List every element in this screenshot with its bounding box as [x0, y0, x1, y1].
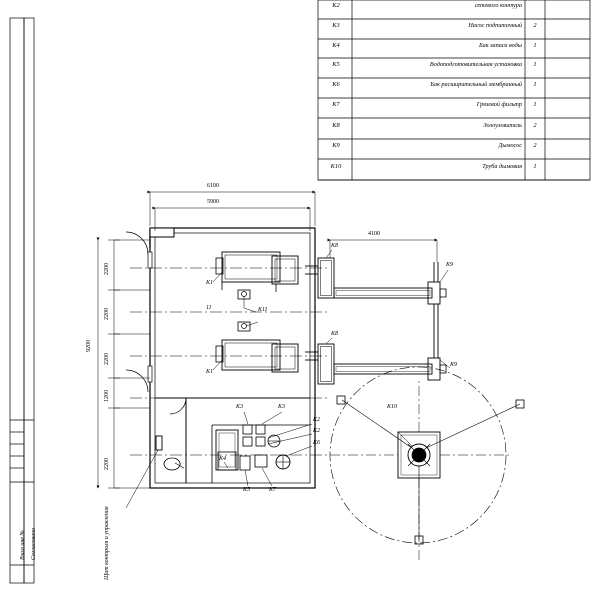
table-cell-pos: K6 — [332, 81, 340, 88]
table-cell-name: Насос подпиточный — [468, 22, 522, 29]
callout-fan-top: K9 — [446, 262, 454, 268]
table-cell-name: Бак расширительный мембранный — [430, 81, 522, 88]
callout-pump-left: K3 — [236, 404, 244, 410]
table-cell-qty: 2 — [533, 142, 537, 149]
table-cell-name: Труба дымовая — [482, 163, 522, 170]
dim-seg-3: 2200 — [104, 353, 110, 365]
callout-ash-bottom: K8 — [331, 331, 339, 337]
table-cell-qty: 1 — [533, 101, 537, 108]
callout-k2b: K2 — [313, 428, 321, 434]
callout-boiler-2: K1 — [206, 369, 214, 375]
table-cell-pos: K5 — [332, 61, 340, 68]
dim-seg-4: 1200 — [104, 390, 110, 402]
dim-seg-2: 2200 — [104, 308, 110, 320]
table-cell-qty: 1 — [533, 163, 537, 170]
table-cell-pos: K3 — [332, 22, 340, 29]
dim-right-span: 4100 — [368, 231, 380, 237]
dim-top-inner: 5900 — [207, 199, 219, 205]
callout-k4: K4 — [219, 456, 227, 462]
table-cell-name: Дымосос — [498, 142, 522, 149]
callout-pump-right: K3 — [278, 404, 286, 410]
table-cell-qty: 2 — [533, 122, 537, 129]
table-cell-pos: K8 — [332, 122, 340, 129]
dim-seg-5: 2200 — [104, 458, 110, 470]
note-control-panel: Щит контроля и управления — [104, 506, 110, 580]
callout-boiler-1: K1 — [206, 280, 214, 286]
table-cell-qty: 1 — [533, 61, 537, 68]
callout-k11: K11 — [258, 307, 268, 313]
table-cell-pos: K4 — [332, 42, 340, 49]
callout-chimney: K10 — [387, 404, 398, 410]
table-cell-qty: 2 — [533, 22, 537, 29]
table-cell-qty: 1 — [533, 42, 537, 49]
stamp-inv: Взам инв № — [20, 529, 26, 560]
table-cell-name: сетевого контура — [474, 2, 522, 9]
table-cell-name: Грязевой фильтр — [476, 101, 522, 108]
dim-top-outer: 6100 — [207, 183, 219, 189]
callout-k11-sub: 11 — [206, 305, 212, 311]
callout-fan-bottom: K9 — [450, 362, 458, 368]
callout-k6: K6 — [313, 440, 321, 446]
table-row — [322, 2, 350, 9]
table-cell-pos: K10 — [330, 163, 342, 170]
table-cell-pos: K2 — [332, 2, 340, 9]
dim-left-total: 9200 — [86, 340, 92, 352]
callout-k5: K5 — [243, 487, 251, 493]
dim-seg-1: 2200 — [104, 263, 110, 275]
table-cell-qty: 1 — [533, 81, 537, 88]
callout-k7: K7 — [269, 487, 277, 493]
callout-k2: K2 — [313, 417, 321, 423]
table-cell-name: Водоподготовительная установка — [429, 61, 522, 68]
table-cell-pos: K9 — [332, 142, 340, 149]
table-cell-pos: K7 — [332, 101, 340, 108]
stamp-agreed: Согласовано — [31, 527, 37, 560]
table-cell-name: Золоуловитель — [483, 122, 522, 129]
callout-ash-top: K8 — [331, 243, 339, 249]
table-cell-name: Бак запаса воды — [478, 42, 522, 49]
